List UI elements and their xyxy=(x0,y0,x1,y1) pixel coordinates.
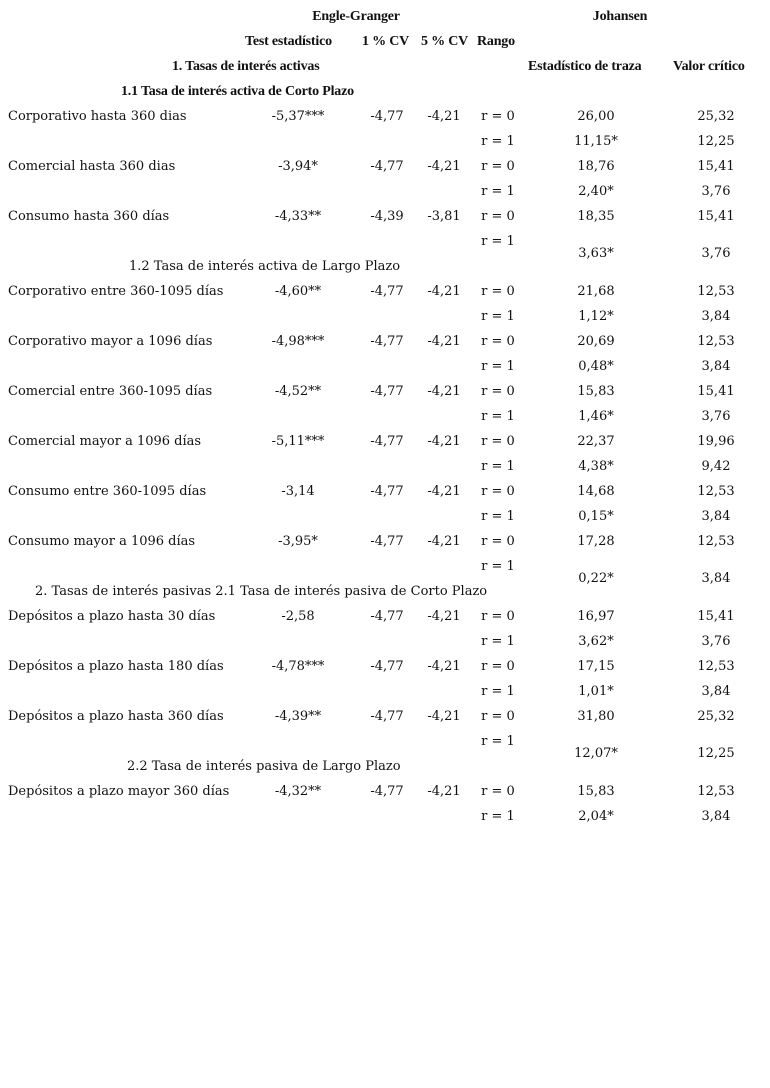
section-title: 1. Tasas de interés activas xyxy=(172,59,320,74)
row-label: Depósitos a plazo hasta 30 días xyxy=(8,609,216,624)
cv-1pct: -4,77 xyxy=(370,159,404,174)
critical-value-r0: 12,53 xyxy=(697,534,735,549)
critical-value-r0: 12,53 xyxy=(697,484,735,499)
trace-statistic-r0: 18,76 xyxy=(577,159,615,174)
critical-value-r1: 3,76 xyxy=(701,184,731,199)
cv-1pct: -4,77 xyxy=(370,384,404,399)
rank-r1: r = 1 xyxy=(481,309,515,324)
rank-r0: r = 0 xyxy=(481,434,515,449)
trace-statistic-r1: 2,04* xyxy=(578,809,614,824)
cv-5pct: -4,21 xyxy=(427,784,461,799)
test-statistic: -3,94* xyxy=(278,159,318,174)
critical-value-r1: 3,84 xyxy=(701,309,731,324)
header-johansen: Johansen xyxy=(592,9,648,24)
trace-statistic-r0: 31,80 xyxy=(577,709,615,724)
test-statistic: -4,60** xyxy=(274,284,322,299)
cv-1pct: -4,77 xyxy=(370,609,404,624)
cv-1pct: -4,77 xyxy=(370,284,404,299)
cv-1pct: -4,77 xyxy=(370,709,404,724)
rank-r0: r = 0 xyxy=(481,334,515,349)
rank-r0: r = 0 xyxy=(481,284,515,299)
row-label: Corporativo hasta 360 dias xyxy=(8,109,187,124)
rank-r0: r = 0 xyxy=(481,784,515,799)
critical-value-r0: 12,53 xyxy=(697,334,735,349)
row-label: Depósitos a plazo hasta 180 días xyxy=(8,659,224,674)
trace-statistic-r0: 17,15 xyxy=(577,659,615,674)
cv-5pct: -3,81 xyxy=(427,209,461,224)
critical-value-r1: 9,42 xyxy=(701,459,731,474)
row-label: Comercial mayor a 1096 días xyxy=(8,434,202,449)
test-statistic: -3,14 xyxy=(281,484,315,499)
trace-statistic-r1: 2,40* xyxy=(578,184,614,199)
rank-r0: r = 0 xyxy=(481,384,515,399)
row-label: Corporativo entre 360-1095 días xyxy=(8,284,224,299)
critical-value-r0: 12,53 xyxy=(697,284,735,299)
trace-statistic-r0: 26,00 xyxy=(577,109,615,124)
section-title: 2. Tasas de interés pasivas 2.1 Tasa de interés pasiva de Corto Plazo xyxy=(35,584,488,599)
test-statistic: -4,39** xyxy=(274,709,322,724)
critical-value-r0: 12,53 xyxy=(697,659,735,674)
trace-statistic-r0: 15,83 xyxy=(577,384,615,399)
header-cv1: 1 % CV xyxy=(362,34,410,49)
cv-1pct: -4,77 xyxy=(370,109,404,124)
trace-statistic-r1: 1,12* xyxy=(578,309,614,324)
test-statistic: -4,52** xyxy=(274,384,322,399)
rank-r0: r = 0 xyxy=(481,484,515,499)
cv-1pct: -4,39 xyxy=(370,209,404,224)
critical-value-r0: 15,41 xyxy=(697,209,735,224)
header-rango: Rango xyxy=(477,34,515,49)
rank-r1: r = 1 xyxy=(481,134,515,149)
test-statistic: -4,32** xyxy=(274,784,322,799)
rank-r1: r = 1 xyxy=(481,809,515,824)
trace-statistic-r1: 1,46* xyxy=(578,409,614,424)
cv-5pct: -4,21 xyxy=(427,284,461,299)
critical-value-r0: 15,41 xyxy=(697,159,735,174)
rank-r1: r = 1 xyxy=(481,409,515,424)
subsection-title: 1.2 Tasa de interés activa de Largo Plazo xyxy=(129,259,401,274)
critical-value-r1: 3,84 xyxy=(701,571,731,586)
critical-value-r0: 12,53 xyxy=(697,784,735,799)
test-statistic: -4,33** xyxy=(274,209,322,224)
row-label: Comercial entre 360-1095 días xyxy=(8,384,213,399)
rank-r1: r = 1 xyxy=(481,359,515,374)
test-statistic: -2,58 xyxy=(281,609,315,624)
test-statistic: -5,37*** xyxy=(271,109,325,124)
critical-value-r1: 3,76 xyxy=(701,246,731,261)
trace-statistic-r1: 0,48* xyxy=(578,359,614,374)
critical-value-r0: 15,41 xyxy=(697,609,735,624)
cv-5pct: -4,21 xyxy=(427,609,461,624)
rank-r0: r = 0 xyxy=(481,709,515,724)
critical-value-r1: 3,84 xyxy=(701,509,731,524)
trace-statistic-r0: 17,28 xyxy=(577,534,615,549)
critical-value-r1: 3,84 xyxy=(701,809,731,824)
trace-statistic-r0: 20,69 xyxy=(577,334,615,349)
critical-value-r1: 3,76 xyxy=(701,634,731,649)
rank-r1: r = 1 xyxy=(481,684,515,699)
header-test-estadistico: Test estadístico xyxy=(245,34,332,49)
header-engle-granger: Engle-Granger xyxy=(312,9,400,24)
test-statistic: -5,11*** xyxy=(271,434,325,449)
cv-5pct: -4,21 xyxy=(427,534,461,549)
cv-1pct: -4,77 xyxy=(370,484,404,499)
rank-r1: r = 1 xyxy=(481,234,515,249)
trace-statistic-r0: 22,37 xyxy=(577,434,615,449)
critical-value-r1: 3,84 xyxy=(701,684,731,699)
cv-1pct: -4,77 xyxy=(370,659,404,674)
trace-statistic-r1: 0,22* xyxy=(578,571,614,586)
test-statistic: -4,78*** xyxy=(271,659,325,674)
cv-5pct: -4,21 xyxy=(427,484,461,499)
trace-statistic-r1: 11,15* xyxy=(574,134,618,149)
rank-r0: r = 0 xyxy=(481,209,515,224)
header-cv5: 5 % CV xyxy=(421,34,469,49)
rank-r1: r = 1 xyxy=(481,559,515,574)
cv-5pct: -4,21 xyxy=(427,384,461,399)
rank-r0: r = 0 xyxy=(481,659,515,674)
rank-r0: r = 0 xyxy=(481,159,515,174)
cv-5pct: -4,21 xyxy=(427,109,461,124)
cv-5pct: -4,21 xyxy=(427,334,461,349)
header-valor-critico: Valor crítico xyxy=(673,59,745,74)
critical-value-r1: 3,84 xyxy=(701,359,731,374)
critical-value-r0: 19,96 xyxy=(697,434,735,449)
critical-value-r0: 25,32 xyxy=(697,109,735,124)
rank-r0: r = 0 xyxy=(481,609,515,624)
subsection-title: 1.1 Tasa de interés activa de Corto Plazo xyxy=(121,84,354,99)
test-statistic: -4,98*** xyxy=(271,334,325,349)
critical-value-r0: 15,41 xyxy=(697,384,735,399)
cv-1pct: -4,77 xyxy=(370,534,404,549)
row-label: Depósitos a plazo mayor 360 días xyxy=(8,784,230,799)
cv-1pct: -4,77 xyxy=(370,784,404,799)
row-label: Corporativo mayor a 1096 días xyxy=(8,334,213,349)
rank-r1: r = 1 xyxy=(481,459,515,474)
cv-1pct: -4,77 xyxy=(370,334,404,349)
trace-statistic-r1: 1,01* xyxy=(578,684,614,699)
trace-statistic-r1: 12,07* xyxy=(574,746,618,761)
cv-5pct: -4,21 xyxy=(427,159,461,174)
cv-5pct: -4,21 xyxy=(427,659,461,674)
critical-value-r1: 12,25 xyxy=(697,746,735,761)
rank-r1: r = 1 xyxy=(481,734,515,749)
row-label: Consumo mayor a 1096 días xyxy=(8,534,196,549)
cv-5pct: -4,21 xyxy=(427,434,461,449)
row-label: Consumo hasta 360 días xyxy=(8,209,170,224)
trace-statistic-r0: 18,35 xyxy=(577,209,615,224)
rank-r1: r = 1 xyxy=(481,634,515,649)
rank-r0: r = 0 xyxy=(481,534,515,549)
trace-statistic-r0: 14,68 xyxy=(577,484,615,499)
rank-r1: r = 1 xyxy=(481,509,515,524)
critical-value-r1: 12,25 xyxy=(697,134,735,149)
trace-statistic-r0: 15,83 xyxy=(577,784,615,799)
cv-5pct: -4,21 xyxy=(427,709,461,724)
trace-statistic-r1: 3,63* xyxy=(578,246,614,261)
trace-statistic-r0: 21,68 xyxy=(577,284,615,299)
critical-value-r1: 3,76 xyxy=(701,409,731,424)
row-label: Consumo entre 360-1095 días xyxy=(8,484,207,499)
header-estadistico-traza: Estadístico de traza xyxy=(528,59,642,74)
row-label: Comercial hasta 360 dias xyxy=(8,159,176,174)
cv-1pct: -4,77 xyxy=(370,434,404,449)
rank-r1: r = 1 xyxy=(481,184,515,199)
subsection-title: 2.2 Tasa de interés pasiva de Largo Plazo xyxy=(127,759,401,774)
trace-statistic-r1: 0,15* xyxy=(578,509,614,524)
trace-statistic-r0: 16,97 xyxy=(577,609,615,624)
trace-statistic-r1: 4,38* xyxy=(578,459,614,474)
critical-value-r0: 25,32 xyxy=(697,709,735,724)
rank-r0: r = 0 xyxy=(481,109,515,124)
test-statistic: -3,95* xyxy=(278,534,318,549)
row-label: Depósitos a plazo hasta 360 días xyxy=(8,709,224,724)
trace-statistic-r1: 3,62* xyxy=(578,634,614,649)
